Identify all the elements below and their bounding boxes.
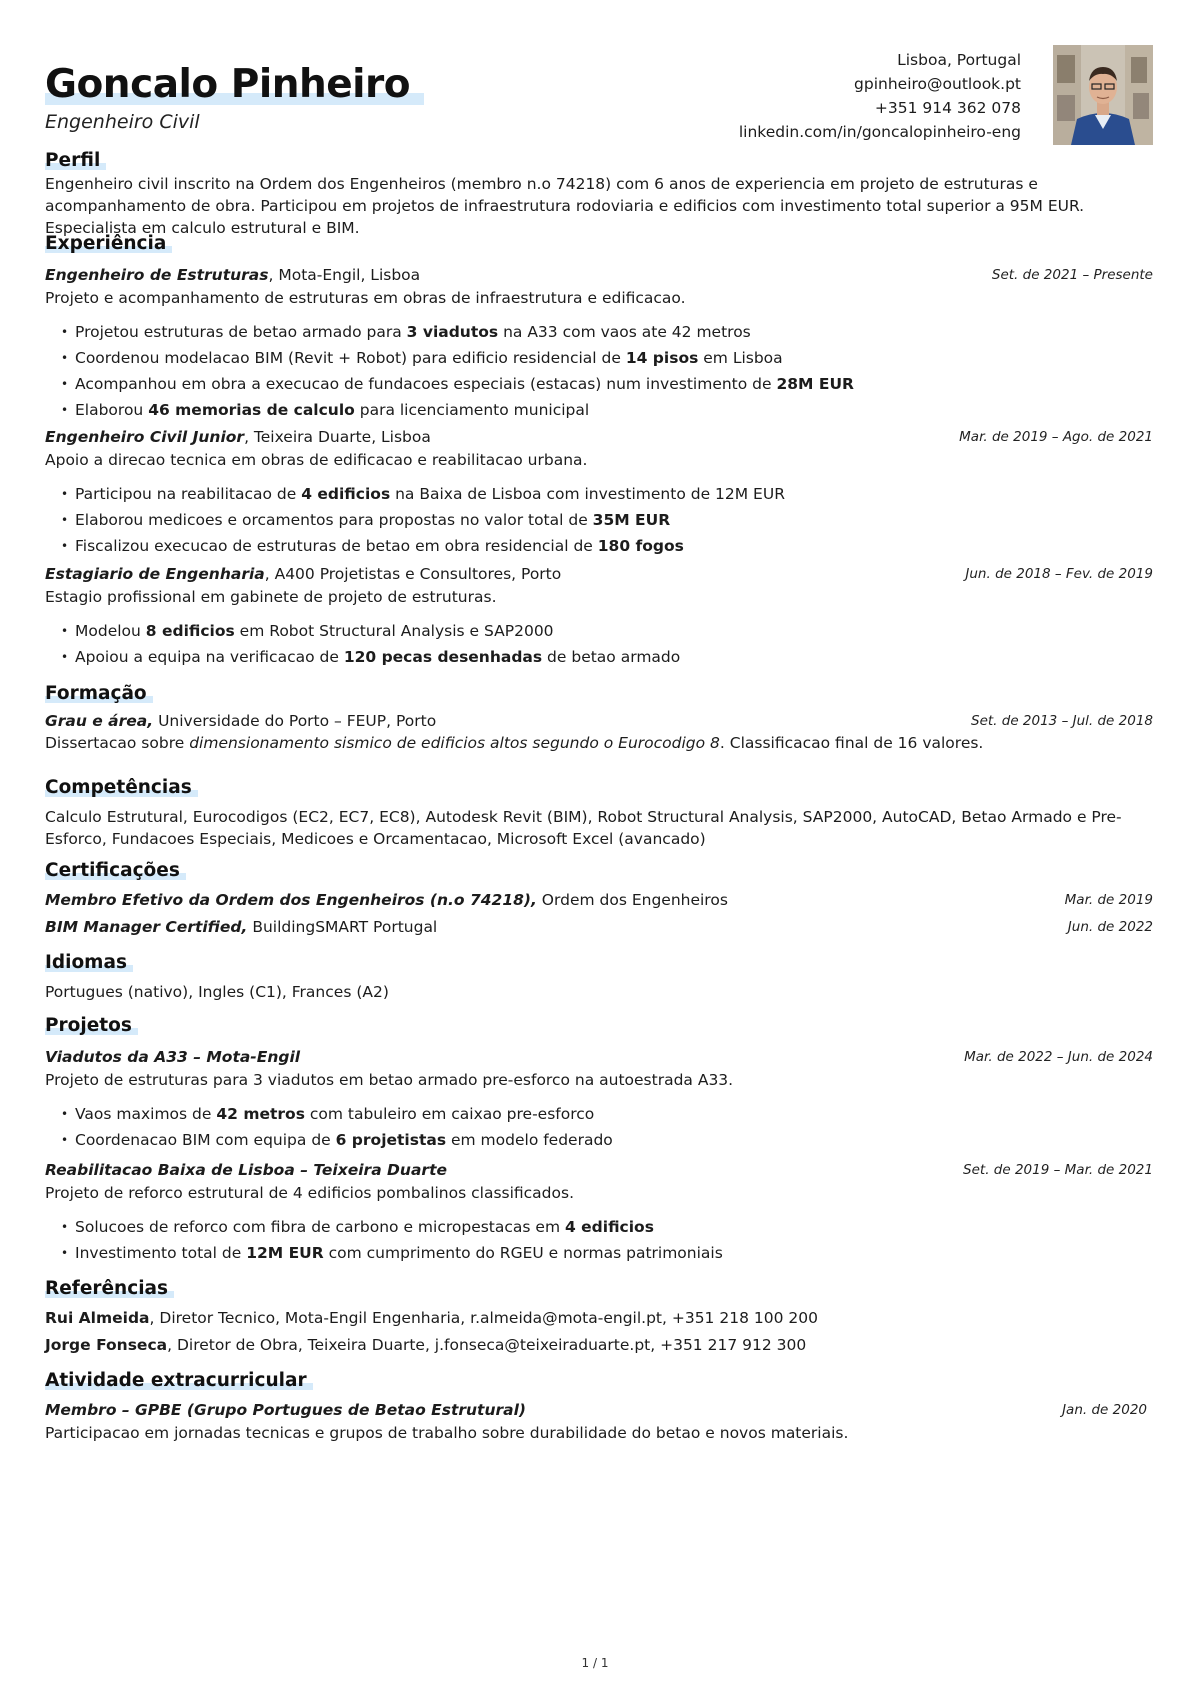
profile-photo-image [1053, 45, 1153, 145]
section-formacao [45, 683, 1153, 754]
section-title-competencias: Competências [45, 777, 192, 798]
experience-date: Set. de 2021 – Presente [991, 267, 1153, 283]
contact-info [739, 48, 1021, 144]
section-title-perfil: Perfil [45, 150, 101, 171]
section-certificacoes [45, 860, 1153, 938]
project-entry [45, 1159, 1153, 1266]
page-number: 1 / 1 [581, 1656, 609, 1670]
experience-role: Engenheiro de Estruturas [45, 266, 269, 284]
experience-org: , Mota-Engil, Lisboa [268, 266, 421, 284]
reference-item: Rui Almeida, Diretor Tecnico, Mota-Engil Engenharia, r.almeida@mota-engil.pt, +351 218 100 200 [45, 1309, 818, 1327]
perfil-text: Engenheiro civil inscrito na Ordem dos Engenheiros (membro n.o 74218) com 6 anos de experiencia em projeto de estruturas e acompanhamento de obra. Participou em projetos de infraestrutura rodoviaria e edificios com investimento total superior a 95M EUR. Especialista em calculo estrutural e BIM. [45, 175, 1085, 237]
certification-item: Membro Efetivo da Ordem dos Engenheiros (n.o 74218), Ordem dos Engenheiros Mar. de 2019 [45, 891, 1153, 909]
section-extracurricular [45, 1370, 1153, 1444]
candidate-title: Engenheiro Civil [45, 111, 200, 133]
section-projetos [45, 1015, 1153, 1036]
education-degree: Grau e área, [45, 712, 154, 730]
project-bullets [45, 1214, 1153, 1266]
list-item: • Coordenacao BIM com equipa de 6 projetistas em modelo federado [75, 1127, 1153, 1153]
list-item: • Vaos maximos de 42 metros com tabuleiro em caixao pre-esforco [75, 1101, 1153, 1127]
contact-phone: +351 914 362 078 [874, 99, 1021, 117]
name-block [45, 62, 410, 133]
education-date: Set. de 2013 – Jul. de 2018 [971, 713, 1153, 729]
project-name: Viadutos da A33 – Mota-Engil [45, 1048, 301, 1066]
resume-page [45, 0, 1153, 1683]
project-desc: Projeto de reforco estrutural de 4 edificios pombalinos classificados. [45, 1184, 575, 1202]
idiomas-text: Portugues (nativo), Ingles (C1), Frances (A2) [45, 983, 389, 1001]
section-title-certificacoes: Certificações [45, 860, 180, 881]
project-header [45, 1046, 1153, 1068]
extracurricular-header [45, 1399, 1147, 1421]
section-title-formacao: Formação [45, 683, 147, 704]
list-item: • Participou na reabilitacao de 4 edificios na Baixa de Lisboa com investimento de 12M EUR [75, 481, 1153, 507]
experience-header [45, 563, 1153, 585]
certification-date: Jun. de 2022 [1067, 919, 1153, 935]
list-item: • Investimento total de 12M EUR com cumprimento do RGEU e normas patrimoniais [75, 1240, 1153, 1266]
project-entry [45, 1046, 1153, 1153]
experience-bullets [45, 319, 1153, 423]
section-perfil [45, 150, 1153, 239]
project-date: Set. de 2019 – Mar. de 2021 [963, 1162, 1153, 1178]
certification-item: BIM Manager Certified, BuildingSMART Portugal Jun. de 2022 [45, 918, 1153, 936]
extracurricular-name: Membro – GPBE (Grupo Portugues de Betao Estrutural) [45, 1401, 526, 1419]
experience-header [45, 264, 1153, 286]
profile-photo [1053, 45, 1153, 145]
list-item: • Fiscalizou execucao de estruturas de betao em obra residencial de 180 fogos [75, 533, 1153, 559]
experience-role: Estagiario de Engenharia [45, 565, 265, 583]
resume-header [45, 44, 1153, 154]
experience-desc: Apoio a direcao tecnica em obras de edificacao e reabilitacao urbana. [45, 451, 588, 469]
section-title-experiencia: Experiência [45, 233, 167, 254]
experience-bullets [45, 481, 1153, 559]
reference-item: Jorge Fonseca, Diretor de Obra, Teixeira Duarte, j.fonseca@teixeiraduarte.pt, +351 217 912 300 [45, 1336, 807, 1354]
certification-date: Mar. de 2019 [1064, 892, 1153, 908]
section-title-idiomas: Idiomas [45, 952, 127, 973]
list-item: • Elaborou medicoes e orcamentos para propostas no valor total de 35M EUR [75, 507, 1153, 533]
contact-linkedin: linkedin.com/in/goncalopinheiro-eng [738, 123, 1021, 141]
project-date: Mar. de 2022 – Jun. de 2024 [964, 1049, 1153, 1065]
experience-date: Jun. de 2018 – Fev. de 2019 [965, 566, 1153, 582]
experience-org: , Teixeira Duarte, Lisboa [244, 428, 431, 446]
section-competencias [45, 777, 1153, 850]
list-item: • Acompanhou em obra a execucao de fundacoes especiais (estacas) num investimento de 28M EUR [75, 371, 1153, 397]
experience-role: Engenheiro Civil Junior [45, 428, 245, 446]
education-header [45, 710, 1153, 732]
project-bullets [45, 1101, 1153, 1153]
experience-date: Mar. de 2019 – Ago. de 2021 [959, 429, 1153, 445]
contact-email: gpinheiro@outlook.pt [854, 75, 1021, 93]
list-item: • Apoiou a equipa na verificacao de 120 pecas desenhadas de betao armado [75, 644, 1153, 670]
experience-desc: Projeto e acompanhamento de estruturas em obras de infraestrutura e edificacao. [45, 289, 686, 307]
list-item: • Modelou 8 edificios em Robot Structural Analysis e SAP2000 [75, 618, 1153, 644]
extracurricular-date: Jan. de 2020 [1062, 1402, 1147, 1418]
competencias-text: Calculo Estrutural, Eurocodigos (EC2, EC7, EC8), Autodesk Revit (BIM), Robot Structural Analysis, SAP2000, AutoCAD, Betao Armado e Pre-Esforco, Fundacoes Especiais, Medicoes e Orcamentacao, Microsoft Excel (avancado) [45, 808, 1122, 848]
project-name: Reabilitacao Baixa de Lisboa – Teixeira Duarte [45, 1161, 447, 1179]
experience-desc: Estagio profissional em gabinete de projeto de estruturas. [45, 588, 497, 606]
list-item: • Projetou estruturas de betao armado para 3 viadutos na A33 com vaos ate 42 metros [75, 319, 1153, 345]
section-title-extracurricular: Atividade extracurricular [45, 1370, 307, 1391]
experience-entry [45, 563, 1153, 670]
contact-location: Lisboa, Portugal [897, 51, 1021, 69]
project-header [45, 1159, 1153, 1181]
list-item: • Solucoes de reforco com fibra de carbono e micropestacas em 4 edificios [75, 1214, 1153, 1240]
experience-bullets [45, 618, 1153, 670]
section-title-referencias: Referências [45, 1278, 169, 1299]
section-title-projetos: Projetos [45, 1015, 132, 1036]
list-item: • Elaborou 46 memorias de calculo para licenciamento municipal [75, 397, 1153, 423]
education-school: Universidade do Porto – FEUP, Porto [153, 712, 437, 730]
section-referencias [45, 1278, 1153, 1356]
section-experiencia [45, 233, 1153, 254]
experience-entry [45, 264, 1153, 423]
experience-entry [45, 426, 1153, 559]
education-desc: Dissertacao sobre dimensionamento sismico de edificios altos segundo o Eurocodigo 8. Classificacao final de 16 valores. [45, 734, 984, 752]
experience-header [45, 426, 1153, 448]
section-idiomas [45, 952, 1153, 1003]
extracurricular-desc: Participacao em jornadas tecnicas e grupos de trabalho sobre durabilidade do betao e novos materiais. [45, 1424, 849, 1442]
candidate-name: Goncalo Pinheiro [45, 62, 411, 107]
list-item: • Coordenou modelacao BIM (Revit + Robot) para edificio residencial de 14 pisos em Lisboa [75, 345, 1153, 371]
experience-org: , A400 Projetistas e Consultores, Porto [264, 565, 562, 583]
project-desc: Projeto de estruturas para 3 viadutos em betao armado pre-esforco na autoestrada A33. [45, 1071, 734, 1089]
